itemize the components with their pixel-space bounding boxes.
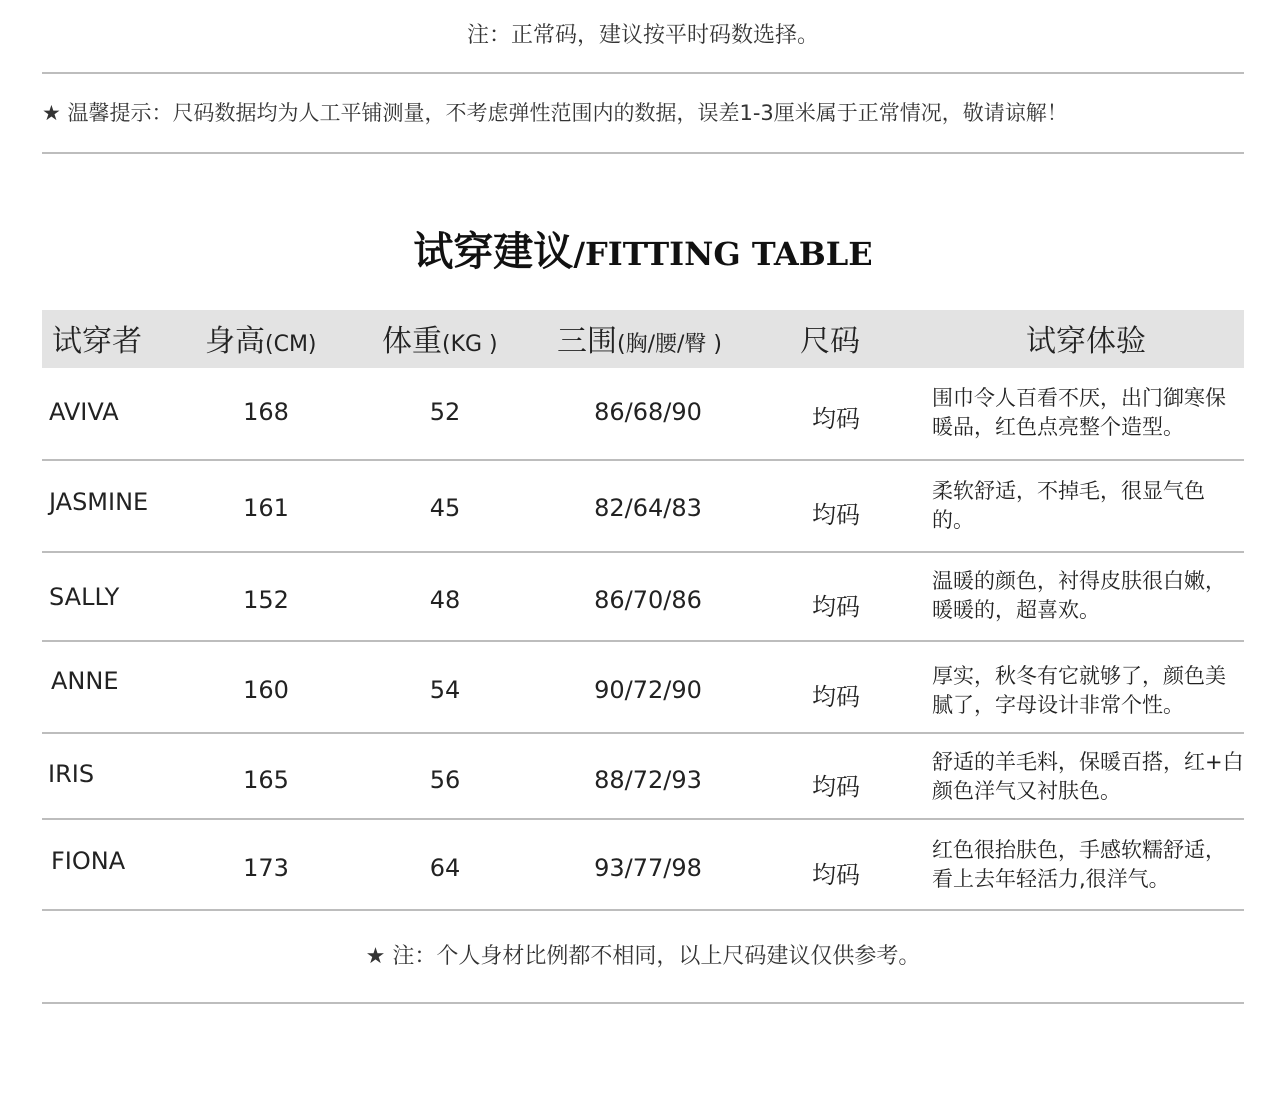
experience-text: 舒适的羊毛料，保暖百搭，红+白颜色洋气又衬肤色。 bbox=[932, 750, 1244, 803]
height-value: 152 bbox=[243, 586, 289, 614]
weight-value: 45 bbox=[429, 494, 461, 522]
tester-name: JASMINE bbox=[49, 488, 149, 516]
height-value: 161 bbox=[243, 494, 289, 522]
size-value: 均码 bbox=[812, 773, 860, 801]
header-experience: 试穿体验 bbox=[1026, 324, 1146, 359]
table-row bbox=[42, 642, 1244, 734]
size-value: 均码 bbox=[812, 593, 860, 621]
weight-value: 64 bbox=[429, 854, 461, 882]
tester-name: ANNE bbox=[51, 667, 119, 695]
height-value: 173 bbox=[243, 854, 289, 882]
experience-text: 温暖的颜色，衬得皮肤很白嫩，暖暖的，超喜欢。 bbox=[932, 569, 1226, 622]
bwh-value: 86/68/90 bbox=[594, 398, 702, 426]
header-tester: 试穿者 bbox=[52, 324, 142, 359]
tester-name: SALLY bbox=[49, 583, 120, 611]
table-body bbox=[42, 368, 1244, 911]
table-row bbox=[42, 553, 1244, 642]
reference-note: ★ 注：个人身材比例都不相同，以上尺码建议仅供参考。 bbox=[42, 912, 1244, 1004]
experience-text: 红色很抬肤色，手感软糯舒适，看上去年轻活力,很洋气。 bbox=[932, 838, 1226, 891]
header-weight: 体重(KG ) bbox=[382, 324, 498, 359]
divider bbox=[42, 152, 1244, 154]
size-value: 均码 bbox=[812, 683, 860, 711]
bwh-value: 82/64/83 bbox=[594, 494, 702, 522]
experience-text: 厚实，秋冬有它就够了，颜色美腻了，字母设计非常个性。 bbox=[932, 664, 1226, 717]
experience-text: 柔软舒适，不掉毛，很显气色的。 bbox=[932, 479, 1205, 532]
fitting-page bbox=[42, 0, 1244, 969]
table-header bbox=[42, 310, 1244, 368]
measurement-tip: ★ 温馨提示：尺码数据均为人工平铺测量，不考虑弹性范围内的数据，误差1-3厘米属于正常情况，敬请谅解！ bbox=[42, 101, 1068, 125]
table-row bbox=[42, 820, 1244, 911]
bwh-value: 86/70/86 bbox=[594, 586, 702, 614]
table-row bbox=[42, 734, 1244, 820]
weight-value: 48 bbox=[429, 586, 461, 614]
bwh-value: 93/77/98 bbox=[594, 854, 702, 882]
experience-text: 围巾令人百看不厌，出门御寒保暖品，红色点亮整个造型。 bbox=[932, 386, 1226, 439]
bwh-value: 88/72/93 bbox=[594, 766, 702, 794]
header-size: 尺码 bbox=[800, 324, 860, 359]
height-value: 168 bbox=[243, 398, 289, 426]
height-value: 165 bbox=[243, 766, 289, 794]
table-row bbox=[42, 368, 1244, 461]
size-note: 注：正常码，建议按平时码数选择。 bbox=[466, 23, 819, 48]
title-cn: 试穿建议 bbox=[413, 229, 574, 275]
bwh-value: 90/72/90 bbox=[594, 676, 702, 704]
tester-name: FIONA bbox=[51, 847, 126, 875]
page-title bbox=[42, 226, 1244, 278]
fitting-table bbox=[42, 310, 1244, 911]
tester-name: AVIVA bbox=[49, 398, 119, 426]
tester-name: IRIS bbox=[48, 760, 95, 788]
weight-value: 56 bbox=[429, 766, 461, 794]
size-value: 均码 bbox=[812, 501, 860, 529]
size-value: 均码 bbox=[812, 861, 860, 889]
size-value: 均码 bbox=[812, 405, 860, 433]
header-bwh: 三围(胸/腰/臀 ) bbox=[557, 324, 722, 359]
weight-value: 52 bbox=[429, 398, 461, 426]
table-row bbox=[42, 461, 1244, 553]
weight-value: 54 bbox=[429, 676, 461, 704]
height-value: 160 bbox=[243, 676, 289, 704]
header-height: 身高(CM) bbox=[205, 324, 317, 359]
title-en: /FITTING TABLE bbox=[573, 235, 873, 273]
